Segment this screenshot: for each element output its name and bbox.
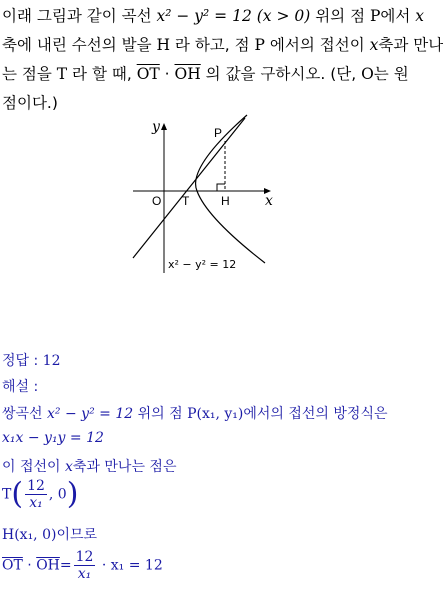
curve-equation-label: x² − y² = 12: [168, 258, 237, 271]
text: 에서의 접선의 방정식은: [243, 406, 388, 422]
equals: =: [59, 557, 72, 574]
numerator: 12: [75, 549, 94, 565]
solution-step-1: [2, 403, 388, 423]
label-p: P: [214, 126, 223, 140]
segment-ot: $\overline{OT}$: [2, 557, 23, 574]
solution-step-4: [2, 478, 78, 511]
fraction: [25, 478, 47, 511]
text: 축과 만나: [378, 36, 443, 54]
label-o: O: [152, 194, 162, 208]
answer-label: 정답 :: [2, 353, 39, 369]
solution-step-3: [2, 456, 176, 476]
paren-close: ): [66, 476, 79, 512]
answer-row: [2, 350, 61, 370]
dot-operator: ·: [159, 65, 175, 83]
point-h-coords: H(x₁, 0): [2, 527, 57, 543]
explanation-label: 해설 :: [2, 379, 39, 395]
point-t: T: [56, 65, 68, 83]
text: 는 점을: [2, 65, 57, 83]
segment-oh: $\overline{OH}$: [174, 65, 201, 83]
text: 축에 내린 수선의 발을: [2, 36, 157, 54]
var-x: x: [65, 459, 73, 475]
result: · x₁ = 12: [97, 557, 163, 574]
solution-step-5: [2, 524, 97, 544]
tangent-line: [133, 118, 245, 258]
segment-oh: $\overline{OH}$: [36, 557, 60, 574]
text: 점이다.): [2, 94, 58, 112]
answer-value: 12: [42, 353, 61, 369]
hyperbola-equation: x² − y² = 12: [47, 406, 134, 422]
text: 의 값을 구하시오. (단,: [200, 65, 362, 83]
label-h: H: [221, 194, 230, 208]
point-t: T: [2, 486, 12, 503]
fraction: [74, 549, 96, 582]
text: 위의 점: [310, 7, 370, 25]
problem-line-3: [2, 60, 409, 89]
text: 이므로: [56, 527, 98, 543]
text: 이 접선이: [2, 459, 65, 475]
problem-line-1: [2, 2, 425, 31]
y-axis-arrow: [161, 123, 167, 130]
explanation-label-row: [2, 376, 38, 396]
text: 라 할 때,: [67, 65, 137, 83]
dot-operator: ·: [22, 557, 37, 574]
solution-step-2: [2, 430, 104, 446]
segment-ot: $\overline{OT}$: [136, 65, 160, 83]
text: 위의 점: [133, 406, 188, 422]
var-x: x: [415, 7, 425, 25]
text: 축과 만나는 점은: [72, 459, 177, 475]
problem-statement: [2, 2, 443, 118]
y-axis-label: y: [152, 119, 160, 135]
right-angle-mark: [217, 184, 225, 191]
hyperbola-graph: [125, 113, 285, 278]
coord-rest: , 0: [48, 486, 67, 503]
denominator: x₁: [29, 495, 43, 511]
text: 라 하고, 점: [170, 36, 255, 54]
label-t: T: [182, 194, 190, 208]
point-p: P: [369, 7, 381, 25]
solution-step-6: [2, 549, 163, 582]
text: 쌍곡선: [2, 406, 48, 422]
point-h: H: [156, 36, 170, 54]
x-axis-label: x: [265, 193, 273, 209]
point-p: P: [254, 36, 265, 54]
numerator: 12: [27, 478, 45, 494]
hyperbola-figure: [125, 113, 285, 278]
var-x: x: [369, 36, 379, 54]
text: 에서의 접선이: [264, 36, 370, 54]
paren-open: (: [11, 476, 24, 512]
tangent-equation: x₁x − y₁y = 12: [2, 430, 104, 446]
denominator: x₁: [77, 566, 92, 582]
text: 이래 그림과 같이 곡선: [2, 7, 157, 25]
point-p-coords: P(x₁, y₁): [187, 406, 244, 422]
curve-equation: x² − y² = 12 (x > 0): [156, 7, 311, 25]
point-o: O: [361, 65, 374, 83]
text: 는 원: [373, 65, 409, 83]
problem-line-2: [2, 31, 443, 60]
text: 에서: [380, 7, 416, 25]
